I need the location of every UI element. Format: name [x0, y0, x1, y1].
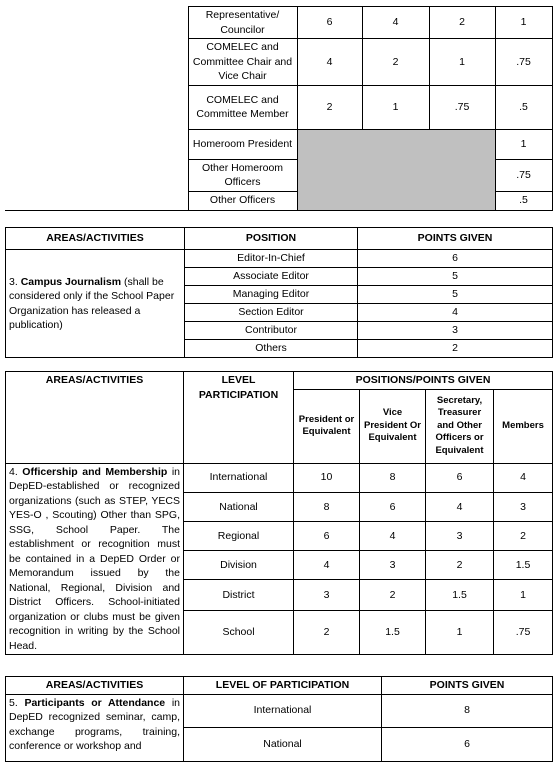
- table-header-row: [6, 372, 553, 390]
- points-cell: 3: [360, 551, 426, 580]
- points-cell: 3: [358, 322, 553, 340]
- position-cell: Representative/ Councilor: [188, 7, 297, 39]
- position-cell: COMELEC and Committee Member: [188, 85, 297, 129]
- area-description: [6, 694, 184, 761]
- level-cell: National: [184, 727, 382, 761]
- points-cell: 6: [294, 521, 360, 550]
- header-positions: POSITIONS/POINTS GIVEN: [294, 372, 553, 390]
- area-title: Campus Journalism: [20, 275, 122, 288]
- points-cell: 4: [360, 521, 426, 550]
- points-cell: .75: [495, 39, 552, 86]
- points-cell: 2: [294, 610, 360, 654]
- area-description: [6, 463, 184, 655]
- points-cell: 2: [360, 580, 426, 610]
- points-cell: 2: [362, 39, 429, 86]
- level-cell: National: [184, 492, 294, 521]
- points-cell: 6: [382, 727, 553, 761]
- points-cell: 3: [294, 580, 360, 610]
- points-cell: 1.5: [494, 551, 553, 580]
- points-cell: 2: [429, 7, 495, 39]
- points-cell: 1: [426, 610, 494, 654]
- points-cell: .5: [495, 191, 552, 210]
- area-description: [6, 250, 185, 358]
- area-number: 3.: [9, 275, 18, 288]
- area-number: 4.: [9, 465, 18, 478]
- points-cell: 6: [297, 7, 362, 39]
- points-cell: .5: [495, 85, 552, 129]
- level-cell: District: [184, 580, 294, 610]
- points-cell: 3: [494, 492, 553, 521]
- header-vice: Vice President Or Equivalent: [360, 389, 426, 463]
- header-points: POINTS GIVEN: [358, 228, 553, 250]
- position-cell: Section Editor: [185, 304, 358, 322]
- table-row: [6, 250, 553, 268]
- position-cell: Homeroom President: [188, 129, 297, 159]
- area-number: 5.: [9, 696, 18, 709]
- points-cell: .75: [494, 610, 553, 654]
- level-cell: Division: [184, 551, 294, 580]
- area-text: in DepED-established or recognized organizations (such as STEP, YECS YES-O , Scouting) Other than SPG, SSG, School Paper. The establishment or recognition must be contained in a DepED Order or Memorandum issued by the National, Regional, Division and District Officers. School-initiated organization or clubs must be given recognition in writing by the School Head.: [9, 465, 181, 652]
- table-row: [6, 694, 553, 727]
- header-level: LEVEL OF PARTICIPATION: [184, 677, 382, 695]
- points-cell: 1.5: [426, 580, 494, 610]
- level-cell: Regional: [184, 521, 294, 550]
- position-cell: COMELEC and Committee Chair and Vice Chair: [188, 39, 297, 86]
- header-areas: AREAS/ACTIVITIES: [6, 228, 185, 250]
- points-cell: 6: [360, 492, 426, 521]
- points-cell: .75: [429, 85, 495, 129]
- points-cell: 10: [294, 463, 360, 492]
- points-cell: 6: [426, 463, 494, 492]
- header-areas: AREAS/ACTIVITIES: [6, 372, 184, 464]
- header-position: POSITION: [185, 228, 358, 250]
- points-cell: 2: [297, 85, 362, 129]
- header-areas: AREAS/ACTIVITIES: [6, 677, 184, 695]
- campus-journalism-table: [5, 227, 553, 358]
- table-header-row: [6, 228, 553, 250]
- points-cell: 2: [494, 521, 553, 550]
- header-secretary: Secretary, Treasurer and Other Officers or Equivalent: [426, 389, 494, 463]
- points-cell: 4: [362, 7, 429, 39]
- header-president: President or Equivalent: [294, 389, 360, 463]
- points-cell: 1: [429, 39, 495, 86]
- points-cell: 6: [358, 250, 553, 268]
- position-cell: Managing Editor: [185, 286, 358, 304]
- points-cell: 1: [495, 129, 552, 159]
- empty-area-cell: [5, 7, 188, 211]
- participation-attendance-table: [5, 676, 553, 762]
- area-text: in DepED recognized seminar, camp, exchange programs, training, conference or workshop and: [9, 696, 181, 752]
- header-level: LEVEL PARTICIPATION: [184, 372, 294, 464]
- points-cell: 5: [358, 268, 553, 286]
- points-cell: 1.5: [360, 610, 426, 654]
- level-cell: School: [184, 610, 294, 654]
- position-cell: Associate Editor: [185, 268, 358, 286]
- position-cell: Other Officers: [188, 191, 297, 210]
- points-cell: 4: [494, 463, 553, 492]
- area-title: Officership and Membership: [22, 465, 168, 478]
- position-cell: Others: [185, 340, 358, 358]
- points-cell: 1: [495, 7, 552, 39]
- table-row: [6, 463, 553, 492]
- points-cell: 2: [358, 340, 553, 358]
- points-cell: 5: [358, 286, 553, 304]
- header-points: POINTS GIVEN: [382, 677, 553, 695]
- header-members: Members: [494, 389, 553, 463]
- level-cell: International: [184, 463, 294, 492]
- table-header-row: [6, 677, 553, 695]
- points-cell: 8: [360, 463, 426, 492]
- points-cell: 2: [426, 551, 494, 580]
- points-cell: 8: [382, 694, 553, 727]
- points-cell: 1: [494, 580, 553, 610]
- points-cell: 3: [426, 521, 494, 550]
- points-cell: 4: [297, 39, 362, 86]
- position-cell: Editor-In-Chief: [185, 250, 358, 268]
- points-cell: 4: [358, 304, 553, 322]
- points-cell: 4: [294, 551, 360, 580]
- points-cell: .75: [495, 159, 552, 191]
- points-cell: 8: [294, 492, 360, 521]
- points-cell: 1: [362, 85, 429, 129]
- position-cell: Other Homeroom Officers: [188, 159, 297, 191]
- table-row: [5, 7, 552, 39]
- area-text: (shall be considered only if the School Paper Organization has released a publication): [9, 275, 175, 331]
- officership-membership-table: [5, 371, 553, 655]
- points-cell: 4: [426, 492, 494, 521]
- officers-points-table: [5, 6, 553, 211]
- area-title: Participants or Attendance: [24, 696, 166, 709]
- shaded-empty-cell: [297, 129, 495, 210]
- level-cell: International: [184, 694, 382, 727]
- position-cell: Contributor: [185, 322, 358, 340]
